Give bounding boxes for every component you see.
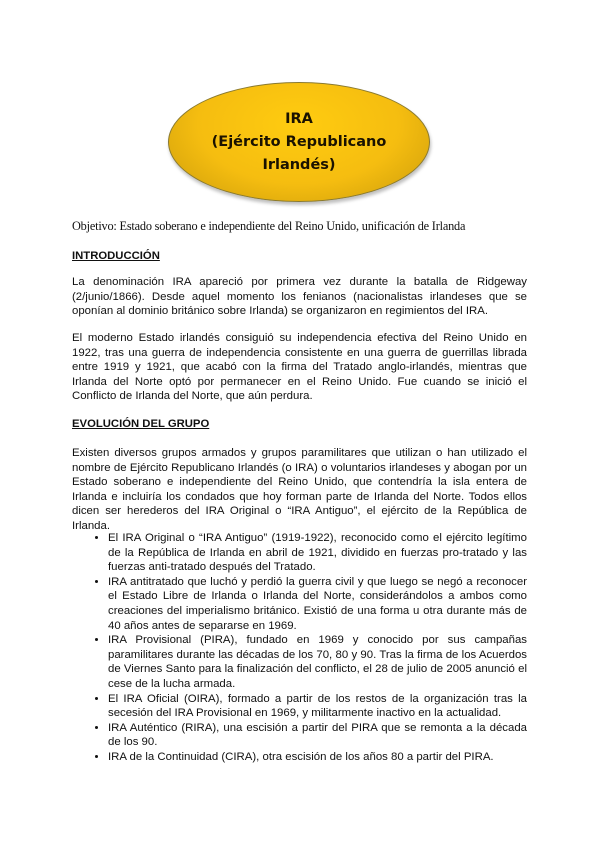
title-line: Irlandés) bbox=[262, 156, 336, 173]
intro-paragraph: El moderno Estado irlandés consiguió su independencia efectiva del Reino Unido en 1922, tras una guerra de independencia consistente en una guerra de guerrillas librada entre 1919 y 1921, que acabó con la firma del Tratado anglo-irlandés, mientras que Irlanda del Norte optó por permanecer en el Reino Unido. Fue cuando se inició el Conflicto de Irlanda del Norte, que aún perdura. bbox=[72, 332, 527, 403]
title-line: (Ejército Republicano bbox=[211, 133, 387, 150]
list-item: • IRA Auténtico (RIRA), una escisión a partir del PIRA que se remonta a la década de los 90. bbox=[108, 721, 527, 750]
objective-line: Objetivo: Estado soberano e independiente del Reino Unido, unificación de Irlanda bbox=[72, 219, 466, 233]
intro-heading: INTRODUCCIÓN bbox=[72, 250, 160, 262]
list-item: • IRA de la Continuidad (CIRA), otra escisión de los años 80 a partir del PIRA. bbox=[108, 750, 527, 765]
intro-paragraph: La denominación IRA apareció por primera vez durante la batalla de Ridgeway (2/junio/1866). Desde aquel momento los fenianos (nacionalistas irlandeses que se oponían al dominio británico sobre Irlanda) se organizaron en regimientos del IRA. bbox=[72, 276, 527, 318]
group-list bbox=[72, 531, 527, 765]
evolution-heading: EVOLUCIÓN DEL GRUPO bbox=[72, 418, 210, 430]
list-item: • El IRA Original o “IRA Antiguo” (1919-1922), reconocido como el ejército legítimo de la República de Irlanda en abril de 1921, dividido en fuerzas pro-tratado y las fuerzas anti-tratado después del Tratado. bbox=[108, 531, 527, 575]
evolution-paragraph: Existen diversos grupos armados y grupos paramilitares que utilizan o han utilizado el nombre de Ejército Republicano Irlandés (o IRA) o voluntarios irlandeses y abogan por un Estado soberano e independiente del Reino Unido, que contendría la isla entera de Irlanda e incluiría los condados que hoy forman parte de Irlanda del Norte. Todos ellos dicen ser herederos del IRA Original o “IRA Antiguo”, el ejército de la República de Irlanda. bbox=[72, 447, 527, 532]
title-line: IRA bbox=[285, 110, 313, 127]
list-item: • IRA Provisional (PIRA), fundado en 1969 y conocido por sus campañas paramilitares durante las décadas de los 70, 80 y 90. Tras la firma de los Acuerdos de Viernes Santo para la finalización del conflicto, el 28 de julio de 2005 anunció el cese de la lucha armada. bbox=[108, 633, 527, 691]
title-ellipse bbox=[168, 82, 430, 202]
list-item: • El IRA Oficial (OIRA), formado a partir de los restos de la organización tras la secesión del IRA Provisional en 1969, y militarmente inactivo en la actualidad. bbox=[108, 692, 527, 721]
list-item: • IRA antitratado que luchó y perdió la guerra civil y que luego se negó a reconocer el Estado Libre de Irlanda o Irlanda del Norte, considerándolos a ambos como creaciones del imperialismo británico. Existió de una forma u otra durante más de 40 años antes de separarse en 1969. bbox=[108, 575, 527, 633]
